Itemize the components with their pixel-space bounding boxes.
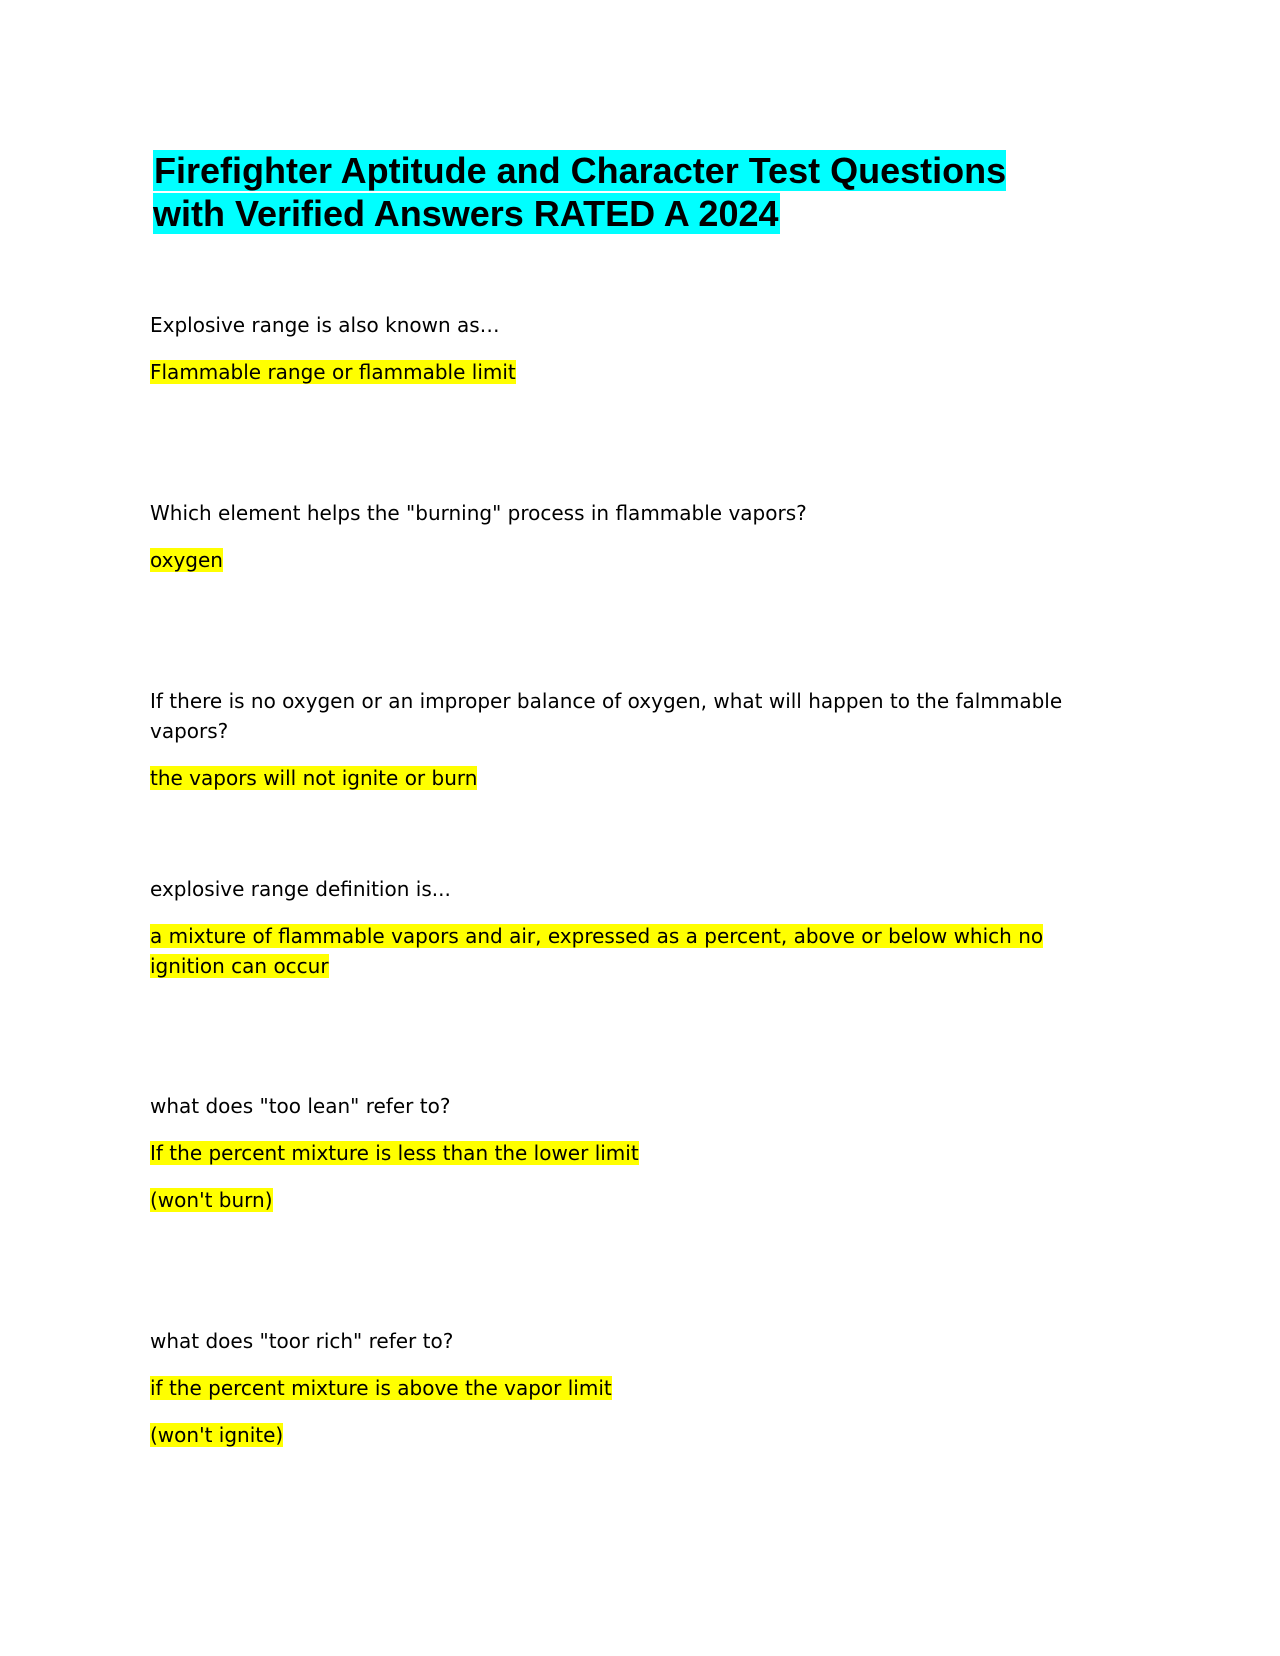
question-text: Which element helps the "burning" process in flammable vapors? bbox=[150, 501, 807, 525]
answer-text: if the percent mixture is above the vapor limit bbox=[150, 1376, 612, 1400]
qa-item-2 bbox=[150, 498, 1110, 592]
question-text: If there is no oxygen or an improper balance of oxygen, what will happen to the falmmable vapors? bbox=[150, 689, 1069, 743]
answer-text: oxygen bbox=[150, 548, 223, 572]
question-text: what does "toor rich" refer to? bbox=[150, 1329, 454, 1353]
answer-text: Flammable range or flammable limit bbox=[150, 360, 516, 384]
qa-item-1 bbox=[150, 310, 1110, 404]
document-title bbox=[153, 149, 1053, 235]
answer-text: If the percent mixture is less than the lower limit bbox=[150, 1141, 639, 1165]
answer-text: the vapors will not ignite or burn bbox=[150, 766, 478, 790]
question-text: Explosive range is also known as… bbox=[150, 313, 500, 337]
question-text: what does "too lean" refer to? bbox=[150, 1094, 451, 1118]
qa-item-3 bbox=[150, 686, 1110, 810]
document-title-text: Firefighter Aptitude and Character Test Questions with Verified Answers RATED A 2024 bbox=[153, 150, 1007, 234]
answer-note: (won't burn) bbox=[150, 1188, 273, 1212]
answer-text: a mixture of flammable vapors and air, expressed as a percent, above or below which no ignition can occur bbox=[150, 924, 1044, 978]
qa-item-6 bbox=[150, 1326, 1110, 1467]
answer-note: (won't ignite) bbox=[150, 1423, 284, 1447]
question-text: explosive range definition is... bbox=[150, 877, 451, 901]
qa-item-5 bbox=[150, 1091, 1110, 1232]
qa-item-4 bbox=[150, 874, 1110, 998]
